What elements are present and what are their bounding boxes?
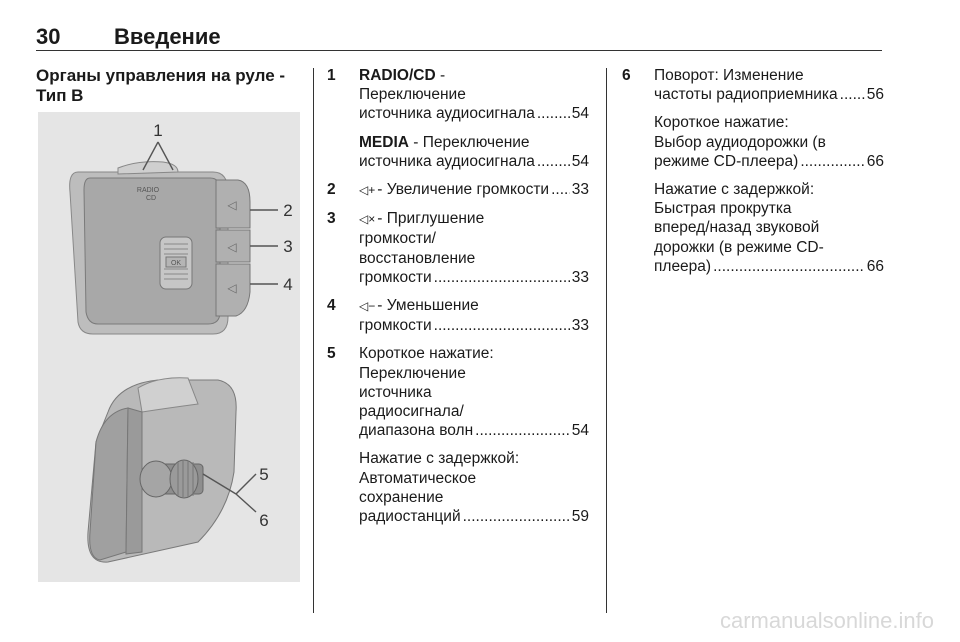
entry-4: 4 ◁− - Уменьшение громкости ..... 33 bbox=[327, 296, 589, 335]
entry-2: 2 ◁+ - Увеличение громкости ..... 33 bbox=[327, 180, 589, 200]
entry-6-long-press: Нажатие с задержкой: Быстрая прокрутка вперед/назад звуковой дорожки (в режиме CD- плеера) ..... 66 bbox=[622, 180, 884, 276]
header-rule bbox=[36, 50, 882, 51]
callout-3: 3 bbox=[283, 237, 293, 256]
page-ref[interactable]: 33 bbox=[571, 181, 589, 199]
entry-3: 3 ◁× - Приглушение громкости/ восстановление громкости ..... 33 bbox=[327, 209, 589, 287]
svg-text:◁: ◁ bbox=[227, 281, 237, 295]
entry-6: 6 Поворот: Изменение частоты радиоприемника ..... 56 bbox=[622, 66, 884, 104]
column-divider-2 bbox=[606, 68, 607, 613]
callout-6: 6 bbox=[259, 511, 269, 530]
svg-text:◁: ◁ bbox=[227, 240, 237, 254]
page-ref[interactable]: 54 bbox=[571, 105, 589, 123]
mute-icon: ◁× bbox=[359, 212, 376, 227]
entry-5: 5 Короткое нажатие: Переключение источника радиосигнала/ диапазона волн ..... 54 bbox=[327, 344, 589, 440]
entry-1-media: MEDIA - Переключение источника аудиосигнала ..... 54 bbox=[327, 133, 589, 171]
chapter-title: Введение bbox=[114, 24, 221, 49]
entry-1: 1 RADIO/CD - Переключение источника аудиосигнала ..... 54 bbox=[327, 66, 589, 124]
page-header bbox=[36, 22, 882, 52]
entry-heading: MEDIA bbox=[359, 133, 409, 151]
steering-controls-figure bbox=[38, 112, 300, 582]
callout-2: 2 bbox=[283, 201, 293, 220]
entry-number: 3 bbox=[327, 210, 336, 228]
entry-number: 1 bbox=[327, 67, 336, 84]
column-2 bbox=[327, 66, 589, 535]
figure-drawing bbox=[38, 112, 300, 582]
column-3 bbox=[622, 66, 884, 285]
entry-number: 4 bbox=[327, 297, 336, 315]
volume-down-icon: ◁− bbox=[359, 299, 376, 314]
watermark: carmanualsonline.info bbox=[719, 608, 934, 633]
entry-number: 5 bbox=[327, 345, 336, 363]
entry-number: 6 bbox=[622, 67, 631, 84]
section-title: Органы управления на руле - Тип B bbox=[36, 66, 286, 105]
page-ref[interactable]: 66 bbox=[866, 257, 884, 275]
radio-label: RADIO bbox=[136, 187, 160, 194]
page-number: 30 bbox=[36, 24, 61, 49]
ok-label: OK bbox=[170, 260, 182, 267]
volume-up-icon: ◁+ bbox=[359, 183, 376, 198]
column-divider-1 bbox=[313, 68, 314, 613]
svg-text:◁: ◁ bbox=[227, 198, 237, 212]
page-ref[interactable]: 56 bbox=[866, 86, 884, 104]
callout-5: 5 bbox=[259, 465, 269, 484]
callout-4: 4 bbox=[283, 275, 293, 294]
page-ref[interactable]: 33 bbox=[571, 268, 589, 286]
entry-6-short-press: Короткое нажатие: Выбор аудиодорожки (в режиме CD-плеера) ..... 66 bbox=[622, 113, 884, 171]
callout-1: 1 bbox=[153, 121, 163, 140]
page-ref[interactable]: 54 bbox=[571, 422, 589, 440]
page-ref[interactable]: 59 bbox=[571, 508, 589, 526]
entry-number: 2 bbox=[327, 181, 336, 199]
page-ref[interactable]: 54 bbox=[571, 152, 589, 170]
entry-heading: RADIO/CD bbox=[359, 67, 436, 84]
page-ref[interactable]: 33 bbox=[571, 317, 589, 335]
cd-label: CD bbox=[145, 195, 157, 202]
page-ref[interactable]: 66 bbox=[866, 152, 884, 170]
entry-5-long-press: Нажатие с задержкой: Автоматическое сохранение радиостанций ..... 59 bbox=[327, 449, 589, 526]
